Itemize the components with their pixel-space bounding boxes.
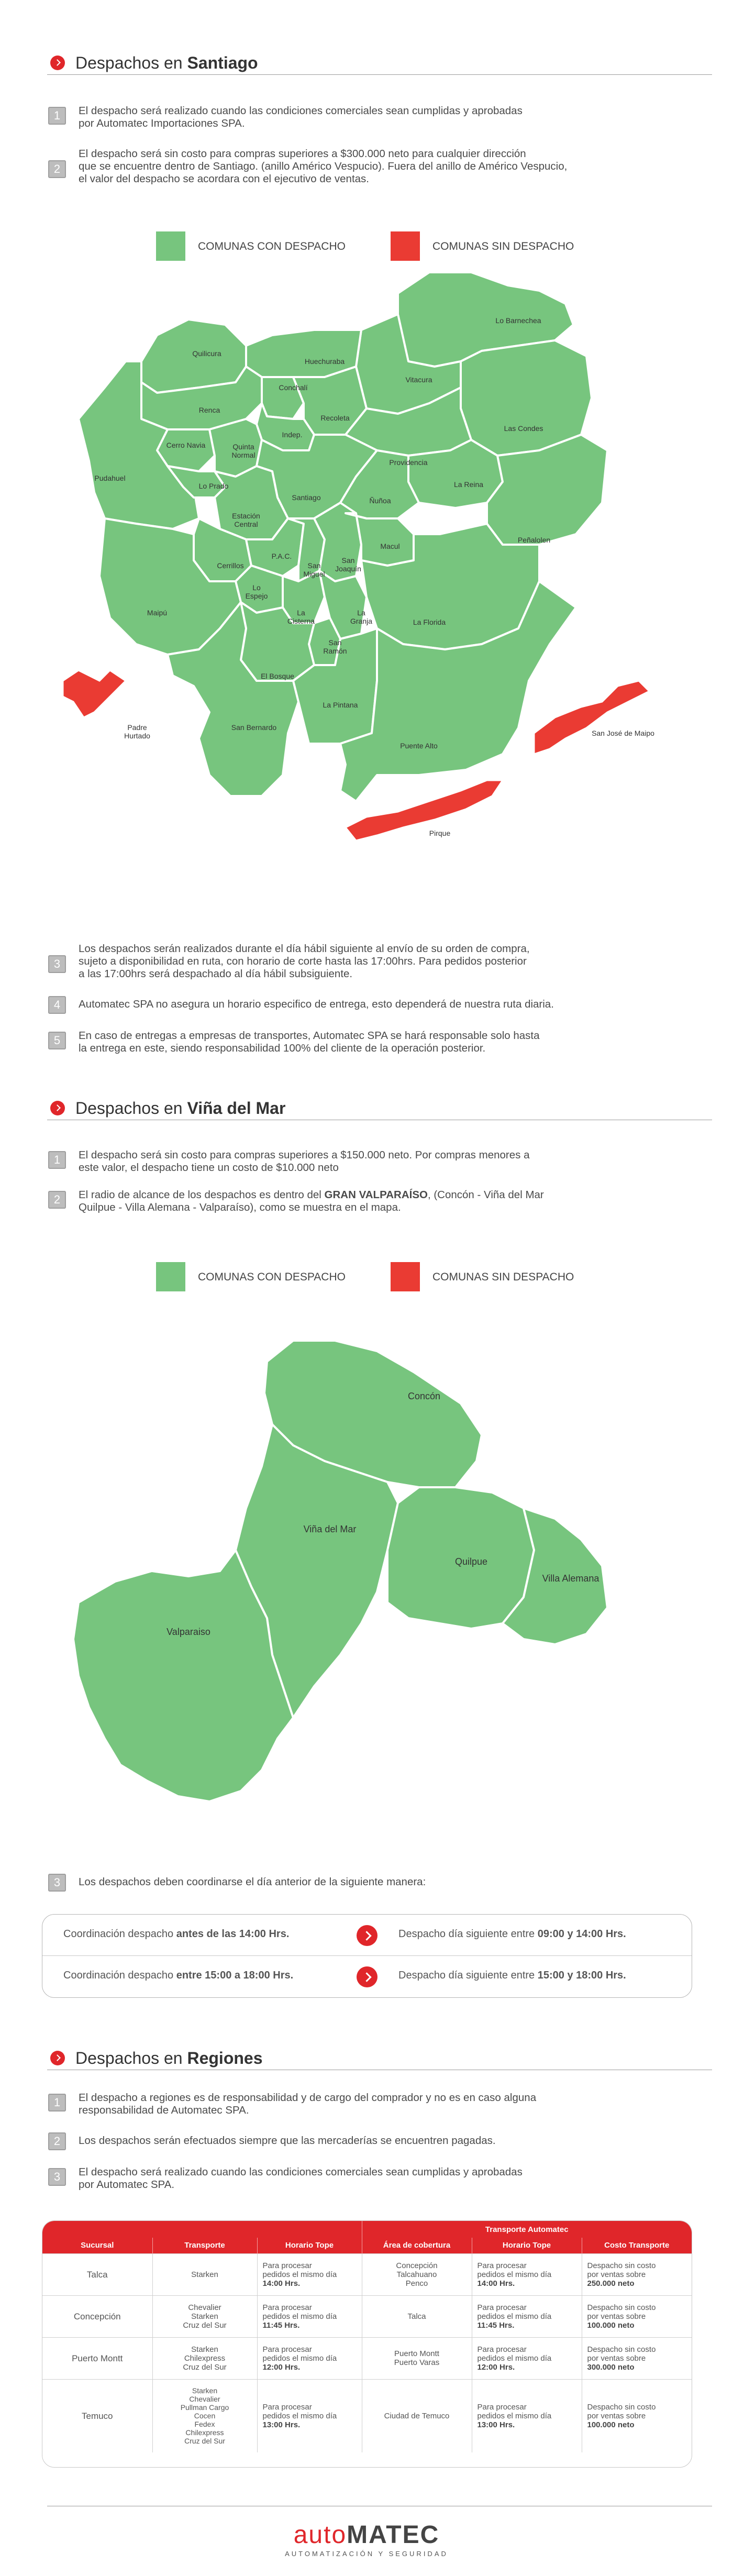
column-header: Sucursal <box>42 2238 152 2253</box>
label-nunoa: Ñuñoa <box>369 496 391 505</box>
label-vitacura: Vitacura <box>405 375 432 384</box>
label-vina-del-mar: Viña del Mar <box>303 1524 357 1534</box>
label-padre-hurtado: Padre Hurtado <box>124 723 150 740</box>
label-pirque: Pirque <box>429 829 451 837</box>
table-row: Concepción Chevalier Starken Cruz del Sur Para procesar pedidos el mismo día 11:45 Hrs. Talca Para procesar pedidos el mismo día 11:45 Hrs. Despacho sin costo por ventas sobre 100.000 neto <box>42 2295 692 2337</box>
label-maipu: Maipú <box>147 609 168 617</box>
label-quilicura: Quilicura <box>192 349 221 358</box>
label-san-jose-de-maipo: San José de Maipo <box>592 729 654 737</box>
list-item: 3 Los despachos serán realizados durante el día hábil siguiente al envío de su orden de compra, sujeto a disponibilidad en ruta, con horario de corte hasta las 17:00hrs. Para pedidos posterior a las 17:00hrs será despachado al día hábil subsiguiente. <box>48 943 692 985</box>
coordination-panel <box>42 1914 692 1998</box>
label-san-bernardo: San Bernardo <box>231 723 277 732</box>
label-providencia: Providencia <box>389 458 428 467</box>
section-heading-regiones: Despachos en Regiones <box>47 2047 712 2070</box>
label-lo-prado: Lo Prado <box>198 482 229 490</box>
column-header: Costo Transporte <box>582 2238 692 2253</box>
label-san-miguel: San Miguel <box>303 561 325 578</box>
label-cerro-navia: Cerro Navia <box>166 441 206 449</box>
label-puente-alto: Puente Alto <box>400 742 438 750</box>
label-valparaiso: Valparaiso <box>166 1627 210 1637</box>
list-item: 5 En caso de entregas a empresas de transportes, Automatec SPA se hará responsable solo hasta la entrega en este, siendo responsabilidad 100% del cliente de la operación posterior. <box>48 1030 692 1061</box>
arrow-right-icon <box>357 1925 377 1946</box>
label-la-cisterna: La Cisterna <box>287 609 315 625</box>
label-pudahuel: Pudahuel <box>94 474 126 482</box>
label-concon: Concón <box>407 1391 441 1401</box>
list-item: 1 El despacho a regiones es de responsabilidad y de cargo del comprador y no es en caso alguna responsabilidad de Automatec SPA. <box>48 2092 692 2123</box>
label-el-bosque: El Bosque <box>261 672 294 680</box>
column-header: Transporte <box>152 2238 257 2253</box>
list-item: 2 Los despachos serán efectuados siempre que las mercaderías se encuentren pagadas. <box>48 2135 692 2155</box>
legend-without-dispatch: COMUNAS SIN DESPACHO <box>391 1262 610 1291</box>
label-las-condes: Las Condes <box>504 424 543 433</box>
chevron-right-icon <box>50 2051 65 2065</box>
label-macul: Macul <box>380 542 400 550</box>
label-la-reina: La Reina <box>453 480 484 489</box>
label-santiago: Santiago <box>292 493 321 502</box>
label-conchali: Conchalí <box>279 383 308 392</box>
column-header: Horario Tope <box>472 2238 582 2253</box>
group-header: Transporte Automatec <box>362 2221 692 2238</box>
table-row: Puerto Montt Starken Chilexpress Cruz del Sur Para procesar pedidos el mismo día 12:00 Hrs. Puerto Montt Puerto Varas Para procesar pedidos el mismo día 12:00 Hrs. Despacho sin costo por ventas sobre 300.000 neto <box>42 2337 692 2379</box>
commune-san-jose-de-maipo <box>534 681 649 754</box>
list-item: 3 Los despachos deben coordinarse el día anterior de la siguiente manera: <box>48 1876 692 1897</box>
santiago-map <box>0 272 733 859</box>
section-heading-santiago: Despachos en Santiago <box>47 51 712 75</box>
commune-padre-hurtado <box>63 670 126 717</box>
legend-with-dispatch: COMUNAS CON DESPACHO <box>156 231 376 261</box>
list-item: 3 El despacho será realizado cuando las condiciones comerciales sean cumplidas y aprobadas por Automatec SPA. <box>48 2166 692 2197</box>
section-heading-vina-del-mar: Despachos en Viña del Mar <box>47 1097 712 1120</box>
label-penalolen: Peñalolen <box>517 536 551 544</box>
list-item: 2 El radio de alcance de los despachos es dentro del GRAN VALPARAÍSO, (Concón - Viña del Mar Quilpue - Villa Alemana - Valparaíso), como se muestra en el mapa. <box>48 1189 692 1220</box>
table-row: Temuco Starken Chevalier Pullman Cargo Cocen Fedex Chilexpress Cruz del Sur Para procesar pedidos el mismo día 13:00 Hrs. Ciudad de Temuco Para procesar pedidos el mismo día 13:00 Hrs. Despacho sin costo por ventas sobre 100.000 neto <box>42 2379 692 2452</box>
list-item: 2 El despacho será sin costo para compras superiores a $300.000 neto para cualquier dirección que se encuentre dentro de Santiago. (anillo Américo Vespucio). Fuera del anillo de Américo Vespucio, el valor del despacho se acordara con el ejecutivo de ventas. <box>48 148 692 190</box>
label-pac: P.A.C. <box>271 552 292 560</box>
commune-pirque <box>346 780 503 841</box>
list-item: 4 Automatec SPA no asegura un horario especifico de entrega, esto dependerá de nuestra ruta diaria. <box>48 998 692 1019</box>
vina-del-mar-map <box>0 1309 733 1875</box>
label-la-pintana: La Pintana <box>323 701 358 709</box>
label-quilpue: Quilpue <box>454 1556 488 1567</box>
label-villa-alemana: Villa Alemana <box>542 1573 599 1584</box>
column-header: Área de cobertura <box>362 2238 472 2253</box>
table-row: Talca Starken Para procesar pedidos el mismo día 14:00 Hrs. Concepción Talcahuano Penco Para procesar pedidos el mismo día 14:00 Hrs. Despacho sin costo por ventas sobre 250.000 neto <box>42 2253 692 2295</box>
label-estacion-central: Estación Central <box>232 512 260 528</box>
column-header: Horario Tope <box>257 2238 362 2253</box>
label-la-florida: La Florida <box>413 618 446 626</box>
list-item: 1 El despacho será realizado cuando las condiciones comerciales sean cumplidas y aprobadas por Automatec Importaciones SPA. <box>48 105 692 136</box>
label-renca: Renca <box>198 406 220 414</box>
list-item: 1 El despacho será sin costo para compras superiores a $150.000 neto. Por compras menores a este valor, el despacho tiene un costo de $10.000 neto <box>48 1149 692 1180</box>
label-lo-espejo: Lo Espejo <box>245 583 268 600</box>
label-san-ramon: San Ramón <box>323 638 347 655</box>
arrow-right-icon <box>357 1966 377 1987</box>
coordination-row: Coordinación despacho antes de las 14:00 Hrs. Despacho día siguiente entre 09:00 y 14:00 Hrs. <box>42 1915 692 1956</box>
automatec-logo: autoMATEC AUTOMATIZACIÓN Y SEGURIDAD <box>285 2521 448 2558</box>
legend-with-dispatch: COMUNAS CON DESPACHO <box>156 1262 376 1291</box>
legend-without-dispatch: COMUNAS SIN DESPACHO <box>391 231 610 261</box>
label-la-granja: La Granja <box>350 609 373 625</box>
label-lo-barnechea: Lo Barnechea <box>495 316 541 325</box>
coordination-row: Coordinación despacho entre 15:00 a 18:00 Hrs. Despacho día siguiente entre 15:00 y 18:00 Hrs. <box>42 1956 692 1997</box>
regions-table <box>42 2220 692 2468</box>
label-quinta-normal: Quinta Normal <box>231 443 256 459</box>
label-recoleta: Recoleta <box>320 414 350 422</box>
chevron-right-icon <box>50 1101 65 1115</box>
label-san-joaquin: San Joaquín <box>335 556 361 573</box>
label-cerrillos: Cerrillos <box>217 561 244 570</box>
chevron-right-icon <box>50 56 65 70</box>
label-huechuraba: Huechuraba <box>304 357 345 366</box>
label-independencia: Indep. <box>282 430 303 439</box>
